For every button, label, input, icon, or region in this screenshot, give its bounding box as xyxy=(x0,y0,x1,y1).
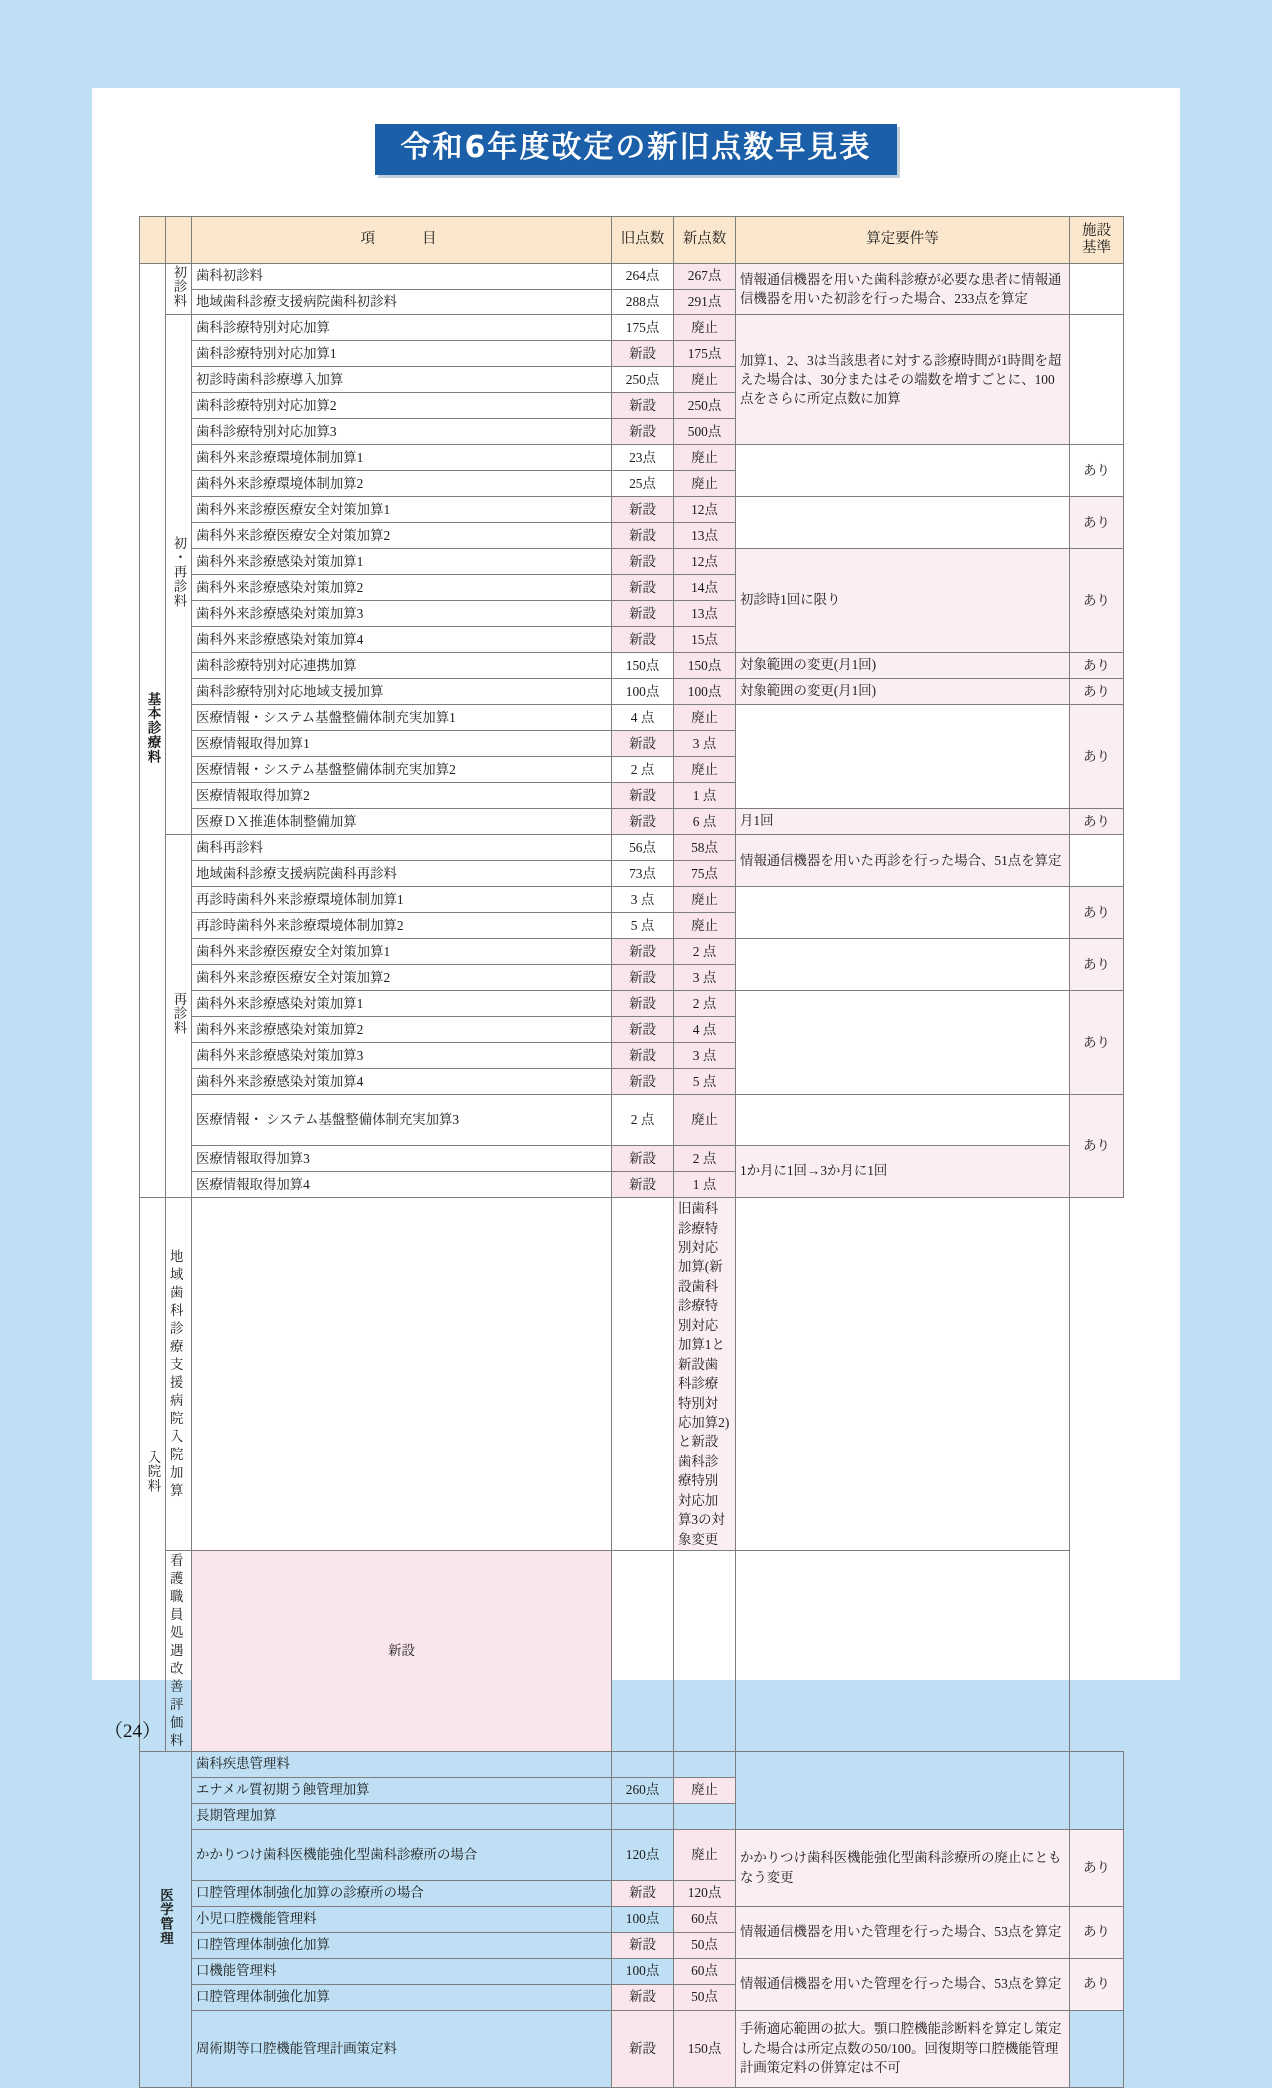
table-row xyxy=(140,1146,1124,1172)
old-points: 新設 xyxy=(612,1984,674,2010)
table-row xyxy=(140,549,1124,575)
old-points: 5 点 xyxy=(612,913,674,939)
old-points: 新設 xyxy=(612,575,674,601)
old-points: 56点 xyxy=(612,835,674,861)
requirement-text xyxy=(736,497,1070,549)
old-points: 2 点 xyxy=(612,1095,674,1146)
new-points: 3 点 xyxy=(674,731,736,757)
item-label: 歯科診療特別対応加算2 xyxy=(192,393,612,419)
table-row xyxy=(140,887,1124,913)
facility-standard xyxy=(1070,264,1124,315)
new-points: 6 点 xyxy=(674,809,736,835)
new-points: 50点 xyxy=(674,1932,736,1958)
new-points: 58点 xyxy=(674,835,736,861)
requirement-text: 情報通信機器を用いた管理を行った場合、53点を算定 xyxy=(736,1958,1070,2010)
requirement-text: 情報通信機器を用いた歯科診療が必要な患者に情報通信機器を用いた初診を行った場合、233点を算定 xyxy=(736,264,1070,315)
new-points: 2 点 xyxy=(674,939,736,965)
item-label: 歯科外来診療環境体制加算2 xyxy=(192,471,612,497)
item-label: 歯科外来診療医療安全対策加算1 xyxy=(192,939,612,965)
table-row xyxy=(140,653,1124,679)
new-points: 5 点 xyxy=(674,1069,736,1095)
facility-standard xyxy=(1070,1751,1124,1829)
old-points: 新設 xyxy=(612,1172,674,1198)
requirement-text xyxy=(736,887,1070,939)
old-points: 新設 xyxy=(612,419,674,445)
item-label: 初診時歯科診療導入加算 xyxy=(192,367,612,393)
new-points: 1 点 xyxy=(674,783,736,809)
requirement-text xyxy=(736,1095,1070,1146)
new-points: 廃止 xyxy=(674,705,736,731)
old-points: 288点 xyxy=(612,289,674,315)
table-row xyxy=(140,1958,1124,1984)
requirement-text: 月1回 xyxy=(736,809,1070,835)
subgroup-label-first-visit: 初診料 xyxy=(166,264,192,315)
item-label: 地域歯科診療支援病院歯科再診料 xyxy=(192,861,612,887)
item-label: 歯科外来診療感染対策加算2 xyxy=(192,1017,612,1043)
old-points xyxy=(192,1198,612,1551)
header-facility-standard-line1: 施設 xyxy=(1082,222,1111,239)
item-label: 医療ＤＸ推進体制整備加算 xyxy=(192,809,612,835)
new-points: 2 点 xyxy=(674,991,736,1017)
page-number: （24） xyxy=(104,1721,162,1742)
facility-standard xyxy=(1070,2010,1124,2087)
item-label: 口腔管理体制強化加算 xyxy=(192,1932,612,1958)
header-facility-standard xyxy=(1070,217,1124,264)
header-old-points: 旧点数 xyxy=(612,217,674,264)
new-points: 12点 xyxy=(674,497,736,523)
old-points: 新設 xyxy=(612,1932,674,1958)
requirement-text xyxy=(736,991,1070,1095)
old-points: 新設 xyxy=(612,2010,674,2087)
new-points: 廃止 xyxy=(674,471,736,497)
old-points: 新設 xyxy=(612,809,674,835)
new-points xyxy=(612,1198,674,1551)
item-label: 歯科診療特別対応連携加算 xyxy=(192,653,612,679)
item-label: 医療情報取得加算2 xyxy=(192,783,612,809)
old-points: 250点 xyxy=(612,367,674,393)
new-points: 廃止 xyxy=(674,1095,736,1146)
item-label: 再診時歯科外来診療環境体制加算2 xyxy=(192,913,612,939)
requirement-text xyxy=(736,939,1070,991)
new-points: 14点 xyxy=(674,575,736,601)
old-points: 新設 xyxy=(612,1043,674,1069)
new-points: 75点 xyxy=(674,861,736,887)
old-points: 新設 xyxy=(612,1146,674,1172)
item-label: 再診時歯科外来診療環境体制加算1 xyxy=(192,887,612,913)
page-title: 令和6年度改定の新旧点数早見表 xyxy=(375,124,898,175)
table-row xyxy=(140,264,1124,290)
header-group-spacer xyxy=(140,217,166,264)
requirement-text: 対象範囲の変更(月1回) xyxy=(736,679,1070,705)
old-points: 260点 xyxy=(612,1777,674,1803)
old-points: 新設 xyxy=(612,939,674,965)
new-points: 2 点 xyxy=(674,1146,736,1172)
old-points: 新設 xyxy=(612,549,674,575)
facility-standard: あり xyxy=(1070,679,1124,705)
item-label: 歯科診療特別対応加算 xyxy=(192,315,612,341)
requirement-text: 初診時1回に限り xyxy=(736,549,1070,653)
new-points: 12点 xyxy=(674,549,736,575)
requirement-text: かかりつけ歯科医機能強化型歯科診療所の廃止にともなう変更 xyxy=(736,1829,1070,1906)
new-points: 廃止 xyxy=(674,887,736,913)
new-points: 60点 xyxy=(674,1958,736,1984)
facility-standard: あり xyxy=(1070,497,1124,549)
facility-standard: あり xyxy=(1070,939,1124,991)
item-label: 歯科外来診療医療安全対策加算2 xyxy=(192,965,612,991)
new-points: 500点 xyxy=(674,419,736,445)
facility-standard: あり xyxy=(1070,991,1124,1095)
item-label: 歯科外来診療感染対策加算1 xyxy=(192,549,612,575)
new-points: 120点 xyxy=(674,1880,736,1906)
requirement-text xyxy=(674,1551,736,1751)
new-points: 廃止 xyxy=(674,315,736,341)
new-points: 13点 xyxy=(674,601,736,627)
new-points xyxy=(674,1803,736,1829)
facility-standard: あり xyxy=(1070,549,1124,653)
item-label: 歯科初診料 xyxy=(192,264,612,290)
table-row xyxy=(140,1751,1124,1777)
new-points: 100点 xyxy=(674,679,736,705)
item-label: 歯科外来診療感染対策加算4 xyxy=(192,1069,612,1095)
item-label: 地域歯科診療支援病院歯科初診料 xyxy=(192,289,612,315)
new-points: 291点 xyxy=(674,289,736,315)
table-row xyxy=(140,1095,1124,1146)
requirement-text: 手術適応範囲の拡大。顎口腔機能診断料を算定し策定した場合は所定点数の50/100。回復期等口腔機能管理計画策定料の併算定は不可 xyxy=(736,2010,1070,2087)
item-label: エナメル質初期う蝕管理加算 xyxy=(192,1777,612,1803)
facility-standard: あり xyxy=(1070,1906,1124,1958)
item-label: 医療情報取得加算4 xyxy=(192,1172,612,1198)
item-label: 医療情報・ システム基盤整備体制充実加算3 xyxy=(192,1095,612,1146)
new-points: 50点 xyxy=(674,1984,736,2010)
old-points: 25点 xyxy=(612,471,674,497)
old-points: 150点 xyxy=(612,653,674,679)
facility-standard xyxy=(1070,315,1124,445)
subgroup-label-first-re-visit: 初・再診料 xyxy=(166,315,192,835)
title-container xyxy=(92,124,1180,175)
table-row xyxy=(140,991,1124,1017)
facility-standard: あり xyxy=(1070,887,1124,939)
table-row xyxy=(140,679,1124,705)
item-label: 口腔管理体制強化加算 xyxy=(192,1984,612,2010)
old-points: 新設 xyxy=(612,627,674,653)
header-new-points: 新点数 xyxy=(674,217,736,264)
old-points: 新設 xyxy=(612,341,674,367)
item-label: 歯科診療特別対応加算1 xyxy=(192,341,612,367)
new-points: 60点 xyxy=(674,1906,736,1932)
facility-standard: あり xyxy=(1070,1829,1124,1906)
old-points: 新設 xyxy=(612,991,674,1017)
requirement-text: 加算1、2、3は当該患者に対する診療時間が1時間を超えた場合は、30分またはその端数を増すごとに、100点をさらに所定点数に加算 xyxy=(736,315,1070,445)
table-row xyxy=(140,1829,1124,1880)
new-points: 廃止 xyxy=(674,1777,736,1803)
requirement-text xyxy=(736,705,1070,809)
requirement-text: 情報通信機器を用いた再診を行った場合、51点を算定 xyxy=(736,835,1070,887)
facility-standard: あり xyxy=(1070,445,1124,497)
old-points: 2 点 xyxy=(612,757,674,783)
old-points: 新設 xyxy=(612,497,674,523)
header-item: 項 目 xyxy=(192,217,612,264)
item-label: 歯科再診料 xyxy=(192,835,612,861)
fee-comparison-table xyxy=(139,216,1124,2088)
old-points: 新設 xyxy=(612,731,674,757)
old-points: 新設 xyxy=(612,1017,674,1043)
item-label: 歯科診療特別対応加算3 xyxy=(192,419,612,445)
subgroup-label-admission: 入院料 xyxy=(140,1198,166,1751)
old-points: 新設 xyxy=(612,1880,674,1906)
old-points: 新設 xyxy=(612,965,674,991)
new-points xyxy=(674,1751,736,1777)
new-points: 廃止 xyxy=(674,757,736,783)
item-label: 医療情報取得加算3 xyxy=(192,1146,612,1172)
old-points xyxy=(612,1751,674,1777)
item-label: 歯科診療特別対応地域支援加算 xyxy=(192,679,612,705)
subgroup-label-re-visit: 再診料 xyxy=(166,835,192,1198)
new-points: 3 点 xyxy=(674,1043,736,1069)
header-requirements: 算定要件等 xyxy=(736,217,1070,264)
item-label: 歯科外来診療環境体制加算1 xyxy=(192,445,612,471)
requirement-text: 対象範囲の変更(月1回) xyxy=(736,653,1070,679)
table-header xyxy=(140,217,1124,264)
table-row xyxy=(140,1198,1124,1551)
facility-standard: あり xyxy=(1070,809,1124,835)
item-label: 医療情報・システム基盤整備体制充実加算1 xyxy=(192,705,612,731)
item-label: 口機能管理料 xyxy=(192,1958,612,1984)
table-row xyxy=(140,705,1124,731)
facility-standard: あり xyxy=(1070,705,1124,809)
header-facility-standard-line2: 基準 xyxy=(1082,240,1111,256)
requirement-text: 1か月に1回→3か月に1回 xyxy=(736,1146,1070,1198)
item-label: 歯科外来診療感染対策加算4 xyxy=(192,627,612,653)
item-label: かかりつけ歯科医機能強化型歯科診療所の場合 xyxy=(192,1829,612,1880)
group-label-medical-management: 医学管理 xyxy=(140,1751,192,2087)
table-row xyxy=(140,835,1124,861)
facility-standard xyxy=(736,1551,1070,1751)
item-label: 歯科外来診療感染対策加算3 xyxy=(192,1043,612,1069)
new-points: 廃止 xyxy=(674,445,736,471)
table-row xyxy=(140,315,1124,341)
item-label: 看護職員処遇改善評価料 xyxy=(166,1551,192,1751)
table-row xyxy=(140,809,1124,835)
table-row xyxy=(140,445,1124,471)
old-points: 100点 xyxy=(612,679,674,705)
table-row xyxy=(140,1906,1124,1932)
new-points: 250点 xyxy=(674,393,736,419)
old-points: 100点 xyxy=(612,1906,674,1932)
item-label: 歯科外来診療感染対策加算2 xyxy=(192,575,612,601)
old-points: 4 点 xyxy=(612,705,674,731)
facility-standard: あり xyxy=(1070,1095,1124,1198)
old-points: 3 点 xyxy=(612,887,674,913)
new-points: 1 点 xyxy=(674,1172,736,1198)
item-label: 周術期等口腔機能管理計画策定料 xyxy=(192,2010,612,2087)
item-label: 口腔管理体制強化加算の診療所の場合 xyxy=(192,1880,612,1906)
requirement-text xyxy=(736,445,1070,497)
requirement-text xyxy=(736,1751,1070,1829)
table-row xyxy=(140,497,1124,523)
old-points: 新設 xyxy=(612,783,674,809)
old-points: 23点 xyxy=(612,445,674,471)
old-points: 新設 xyxy=(612,1069,674,1095)
requirement-text: 情報通信機器を用いた管理を行った場合、53点を算定 xyxy=(736,1906,1070,1958)
old-points: 264点 xyxy=(612,264,674,290)
item-label: 歯科疾患管理料 xyxy=(192,1751,612,1777)
new-points: 150点 xyxy=(674,2010,736,2087)
new-points xyxy=(612,1551,674,1751)
item-label: 長期管理加算 xyxy=(192,1803,612,1829)
item-label: 歯科外来診療医療安全対策加算2 xyxy=(192,523,612,549)
table-row xyxy=(140,1551,1124,1751)
old-points: 73点 xyxy=(612,861,674,887)
item-label: 医療情報・システム基盤整備体制充実加算2 xyxy=(192,757,612,783)
item-label: 歯科外来診療感染対策加算1 xyxy=(192,991,612,1017)
header-subgroup-spacer xyxy=(166,217,192,264)
facility-standard xyxy=(736,1198,1070,1551)
old-points: 新設 xyxy=(612,523,674,549)
table-row xyxy=(140,2010,1124,2087)
new-points: 267点 xyxy=(674,264,736,290)
new-points: 150点 xyxy=(674,653,736,679)
old-points xyxy=(612,1803,674,1829)
requirement-text: 旧歯科診療特別対応加算(新設歯科診療特別対応加算1と新設歯科診療特別対応加算2)と新設歯科診療特別対応加算3の対象変更 xyxy=(674,1198,736,1551)
new-points: 3 点 xyxy=(674,965,736,991)
facility-standard: あり xyxy=(1070,653,1124,679)
new-points: 廃止 xyxy=(674,1829,736,1880)
old-points: 100点 xyxy=(612,1958,674,1984)
facility-standard xyxy=(1070,835,1124,887)
new-points: 廃止 xyxy=(674,367,736,393)
old-points: 新設 xyxy=(612,601,674,627)
table-body xyxy=(140,264,1124,2088)
old-points: 120点 xyxy=(612,1829,674,1880)
item-label: 小児口腔機能管理料 xyxy=(192,1906,612,1932)
item-label: 歯科外来診療感染対策加算3 xyxy=(192,601,612,627)
old-points: 175点 xyxy=(612,315,674,341)
new-points: 廃止 xyxy=(674,913,736,939)
new-points: 13点 xyxy=(674,523,736,549)
facility-standard: あり xyxy=(1070,1958,1124,2010)
new-points: 15点 xyxy=(674,627,736,653)
table-row xyxy=(140,939,1124,965)
item-label: 歯科外来診療医療安全対策加算1 xyxy=(192,497,612,523)
group-label-basic: 基本診療料 xyxy=(140,264,166,1198)
new-points: 175点 xyxy=(674,341,736,367)
old-points: 新設 xyxy=(192,1551,612,1751)
item-label: 医療情報取得加算1 xyxy=(192,731,612,757)
new-points: 4 点 xyxy=(674,1017,736,1043)
item-label: 地域歯科診療支援病院入院加算 xyxy=(166,1198,192,1551)
old-points: 新設 xyxy=(612,393,674,419)
